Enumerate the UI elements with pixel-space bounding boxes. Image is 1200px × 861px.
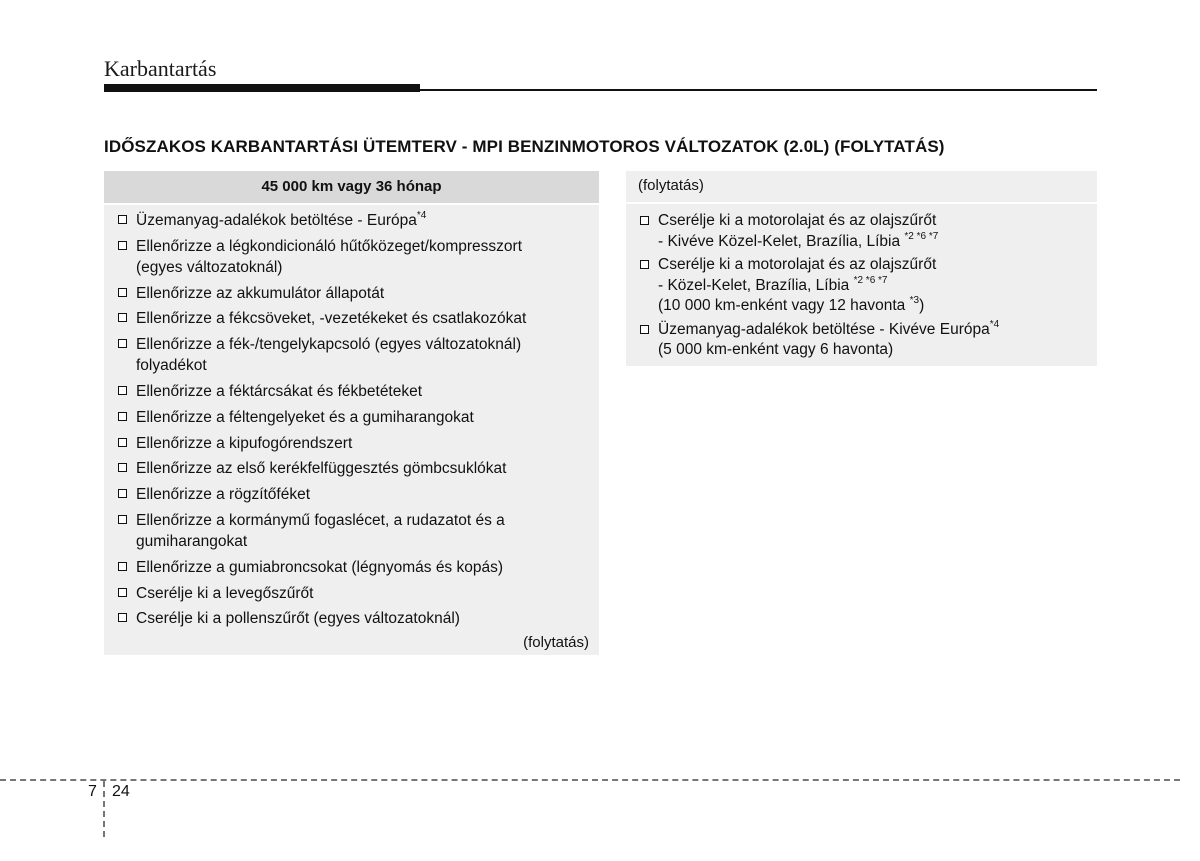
list-item: Cserélje ki a motorolajat és az olajszűrőt - Közel-Kelet, Brazília, Líbia $^{*2 *6 *7}$ (10 000 km-enként vagy 12 havonta $^{*3}$): [640, 255, 1089, 317]
header-rule-accent: [104, 84, 420, 92]
chapter-number: 7: [88, 783, 97, 800]
checkbox-icon: [640, 260, 649, 269]
maintenance-box-45000: [104, 171, 599, 655]
checkbox-icon: [118, 562, 127, 571]
list-item: Ellenőrizze a féktárcsákat és fékbetéteket: [118, 381, 591, 402]
page-number: 24: [112, 783, 130, 800]
list-item: Ellenőrizze a gumiabroncsokat (légnyomás és kopás): [118, 557, 591, 578]
list-item: Ellenőrizze a fékcsöveket, -vezetékeket és csatlakozókat: [118, 308, 591, 329]
page-heading: IDŐSZAKOS KARBANTARTÁSI ÜTEMTERV - MPI BENZINMOTOROS VÁLTOZATOK (2.0L) (FOLYTATÁS): [104, 137, 945, 156]
list-item: Cserélje ki a pollenszűrőt (egyes változatoknál): [118, 608, 591, 629]
checkbox-icon: [118, 386, 127, 395]
checkbox-icon: [640, 216, 649, 225]
list-item: Cserélje ki a motorolajat és az olajszűrőt - Kivéve Közel-Kelet, Brazília, Líbia $^{*2 *6 *7}$: [640, 211, 1089, 252]
checkbox-icon: [118, 588, 127, 597]
continued-label: (folytatás): [523, 634, 589, 651]
checkbox-icon: [118, 241, 127, 250]
list-item: Ellenőrizze a féltengelyeket és a gumiharangokat: [118, 407, 591, 428]
list-item: Ellenőrizze a fék-/tengelykapcsoló (egyes változatoknál) folyadékot: [118, 334, 591, 376]
list-item: Cserélje ki a levegőszűrőt: [118, 583, 591, 604]
list-item: Üzemanyag-adalékok betöltése - Európa$^{*4}$: [118, 210, 591, 231]
checkbox-icon: [118, 288, 127, 297]
checkbox-icon: [118, 489, 127, 498]
checkbox-icon: [118, 515, 127, 524]
maintenance-list: [626, 204, 1097, 361]
list-item: Ellenőrizze a kipufogórendszert: [118, 433, 591, 454]
footer-divider: [0, 779, 1180, 781]
section-title: Karbantartás: [104, 56, 217, 81]
checkbox-icon: [118, 339, 127, 348]
list-item: Ellenőrizze az első kerékfelfüggesztés gömbcsuklókat: [118, 458, 591, 479]
footer-vertical-divider: [103, 781, 105, 837]
maintenance-list: [104, 205, 599, 629]
checkbox-icon: [118, 613, 127, 622]
checkbox-icon: [118, 313, 127, 322]
list-item: Üzemanyag-adalékok betöltése - Kivéve Európa$^{*4}$ (5 000 km-enként vagy 6 havonta): [640, 320, 1089, 361]
maintenance-box-continued: [626, 171, 1097, 366]
checkbox-icon: [118, 463, 127, 472]
list-item: Ellenőrizze az akkumulátor állapotát: [118, 283, 591, 304]
checkbox-icon: [118, 215, 127, 224]
checkbox-icon: [118, 412, 127, 421]
checkbox-icon: [118, 438, 127, 447]
list-item: Ellenőrizze a légkondicionáló hűtőközeget/kompresszort (egyes változatoknál): [118, 236, 591, 278]
list-item: Ellenőrizze a kormánymű fogaslécet, a rudazatot és a gumiharangokat: [118, 510, 591, 552]
box-title: 45 000 km vagy 36 hónap: [104, 171, 599, 203]
list-item: Ellenőrizze a rögzítőféket: [118, 484, 591, 505]
checkbox-icon: [640, 325, 649, 334]
continued-label: (folytatás): [638, 177, 704, 194]
